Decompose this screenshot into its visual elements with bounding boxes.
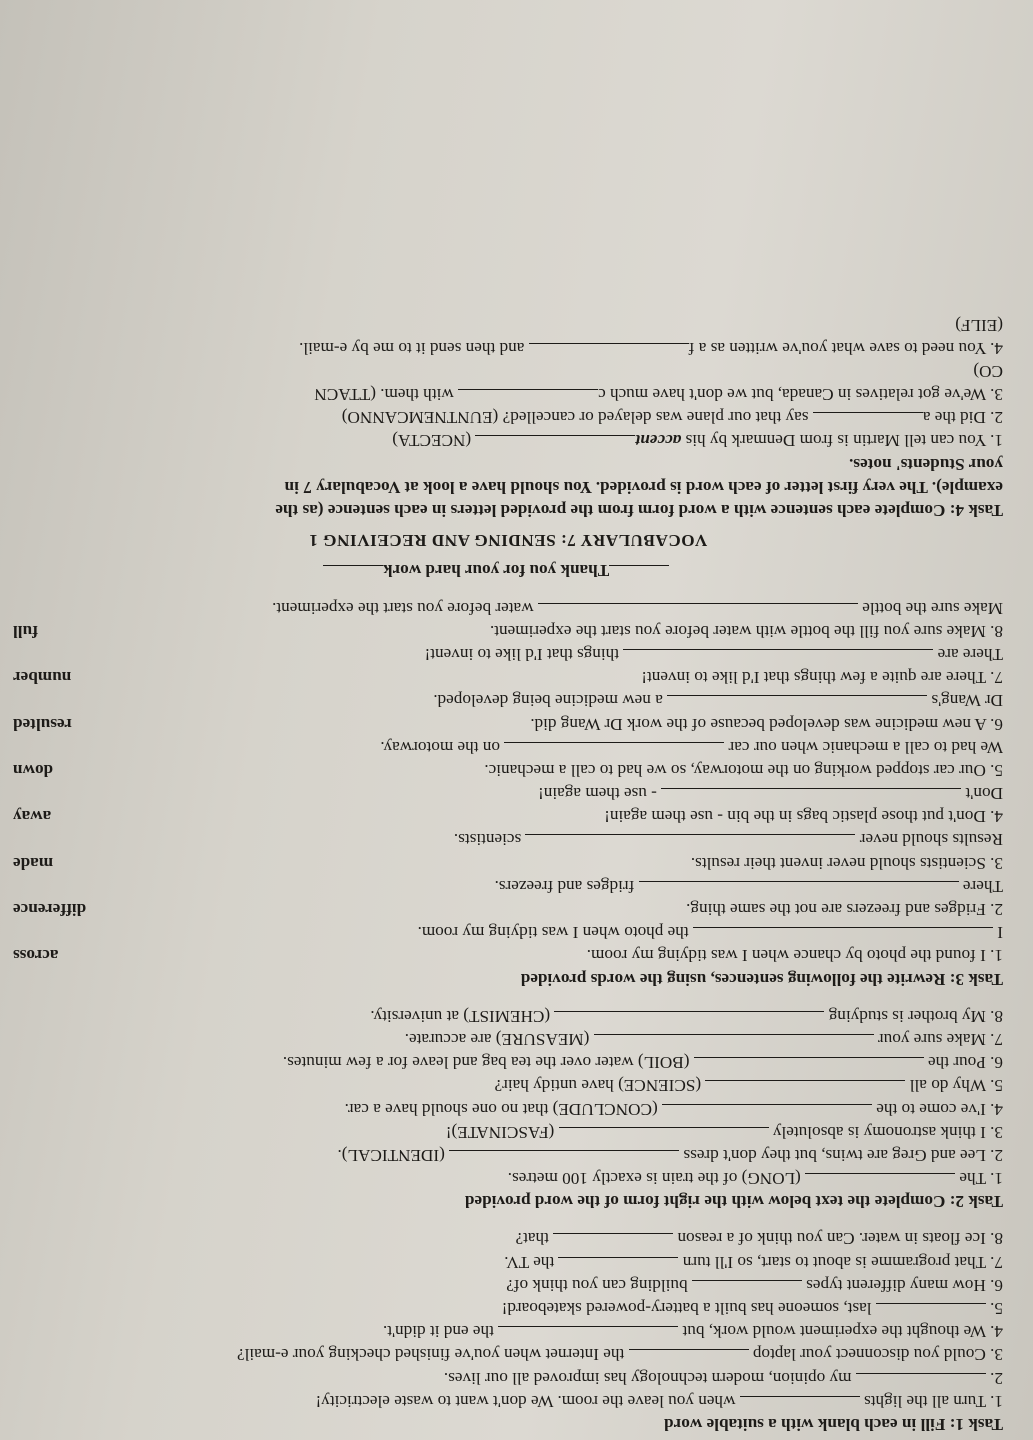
task1-q2: 2. my opinion, modern technology has improved all our lives. [443, 1368, 1003, 1388]
answer-blank [623, 649, 933, 665]
task3-rewrite-line: I the photo when I was tidying my room. [417, 923, 1003, 943]
thanks-note: Thank you for your hard work [13, 559, 1003, 582]
task3-original-sentence: 8. Make sure you fill the bottle with water before you start the experiment. full [13, 620, 1003, 643]
task2-q1: 1. The (LONG) of the train is exactly 100 metres. [507, 1169, 1003, 1189]
answer-blank [504, 742, 724, 758]
vocabulary-heading: VOCABULARY 7: SENDING AND RECEIVING 1 [308, 531, 708, 551]
task4-title-line3: your Students' notes. [849, 454, 1003, 474]
task3-keyword: number [13, 668, 72, 688]
task3-keyword: across [13, 946, 59, 966]
task3-original-sentence: 2. Fridges and freezers are not the same thing. difference [13, 898, 1003, 921]
task4-title-line2: example). The very first letter of each word is provided. You should have a look at Vocabulary 7 in [284, 477, 1003, 497]
answer-blank [525, 835, 855, 851]
task1-q6: 6. How many different types building can you think of? [506, 1275, 1003, 1295]
task1-q3: 3. Could you disconnect your laptop the Internet when you've finished checking your e-mail? [236, 1345, 1003, 1365]
task1-q5: 5. last, someone has built a battery-powered skateboard! [501, 1299, 1003, 1319]
task3-title: Task 3: Rewrite the following sentences, using the words provided [520, 969, 1003, 989]
task2-q6: 6. Pour the (BOIL) water over the tea bag and leave for a few minutes. [282, 1053, 1003, 1073]
task1-q7: 7. That programme is about to start, so I'll turn the TV. [504, 1252, 1003, 1272]
task4-q2: 2. Did the a say that our plane was delayed or cancelled? (EUNTNEMCANNO) [341, 408, 1003, 428]
task3-original-sentence: 3. Scientists should never invent their results. made [13, 852, 1003, 875]
task3-rewrite-line: There fridges and freezers. [494, 876, 1003, 896]
task2-q5: 5. Why do all (SCIENCE) have untidy hair? [494, 1076, 1003, 1096]
task3-rewrite-line: There are things that I'd like to invent! [424, 645, 1003, 664]
task4-q3: 3. We've got relatives in Canada, but we don't have much c with them. (TTACN [314, 385, 1003, 405]
task2-q7: 7. Make sure your (MEASURE) are accurate. [404, 1030, 1003, 1049]
answer-blank [693, 927, 993, 943]
worksheet-content [13, 313, 1003, 1436]
task4-q4-cont: (EILF) [955, 315, 1003, 335]
task3-rewrite-line: Don't - use them again! [538, 784, 1003, 804]
answer-blank [639, 881, 959, 897]
task3-rewrite-line: Dr Wang's a new medicine being developed. [433, 691, 1003, 711]
task3-original-sentence: 7. There are quite a few things that I'd like to invent! number [13, 666, 1003, 689]
task1-q8: 8. Ice floats in water. Can you think of a reason that? [515, 1229, 1003, 1249]
answer-blank [661, 788, 961, 804]
answer-blank [538, 603, 858, 619]
task1-title: Task 1: Fill in each blank with a suitable word [664, 1415, 1003, 1434]
task3-keyword: full [13, 621, 38, 641]
task2-title: Task 2: Complete the text below with the right form of the word provided [464, 1192, 1003, 1212]
task3-original-sentence: 4. Don't put those plastic bags in the bin - use them again! away [13, 805, 1003, 828]
task2-q8: 8. My brother is studying (CHEMIST) at university. [370, 1006, 1003, 1026]
answer-blank [667, 695, 927, 711]
task3-original-sentence: 6. A new medicine was developed because of the work Dr Wang did. resulted [13, 712, 1003, 735]
task3-rewrite-line: Make sure the bottle water before you start the experiment. [272, 598, 1003, 618]
task3-keyword: resulted [13, 714, 72, 734]
task2-q3: 3. I think astronomy is absolutely (FASCINATE)! [445, 1122, 1003, 1142]
task4-q4: 4. You need to save what you've written as a f and then send it to me by e-mail. [299, 338, 1003, 358]
task3-items [13, 596, 1003, 967]
task4-q1: 1. You can tell Martin is from Denmark by his accent (NCECTA) [392, 431, 1003, 451]
task1-q1: 1. Turn all the lights when you leave the room. We don't want to waste electricity! [315, 1391, 1003, 1411]
task3-original-sentence: 5. Our car stopped working on the motorway, so we had to call a mechanic. down [13, 759, 1003, 782]
task3-keyword: away [13, 807, 52, 827]
task3-rewrite-line: Results should never scientists. [453, 830, 1003, 850]
task4-q3-cont: CO) [973, 361, 1003, 381]
task3-keyword: down [13, 760, 54, 780]
task3-keyword: made [13, 853, 54, 873]
task1-q4: 4. We thought the experiment would work, but the end it didn't. [382, 1322, 1003, 1342]
task2-q2: 2. Lee and Greg are twins, but they don't dress (IDENTICAL). [337, 1145, 1003, 1165]
task3-rewrite-line: We had to call a mechanic when our car on the motorway. [380, 737, 1003, 757]
task3-original-sentence: 1. I found the photo by chance when I was tidying my room. across [13, 944, 1003, 967]
task3-keyword: difference [13, 900, 87, 920]
task2-q4: 4. I've come to the (CONCLUDE) that no one should have a car. [344, 1099, 1003, 1119]
task4-title-line1: Task 4: Complete each sentence with a word form from the provided letters in each sentence (as the [275, 501, 1003, 521]
